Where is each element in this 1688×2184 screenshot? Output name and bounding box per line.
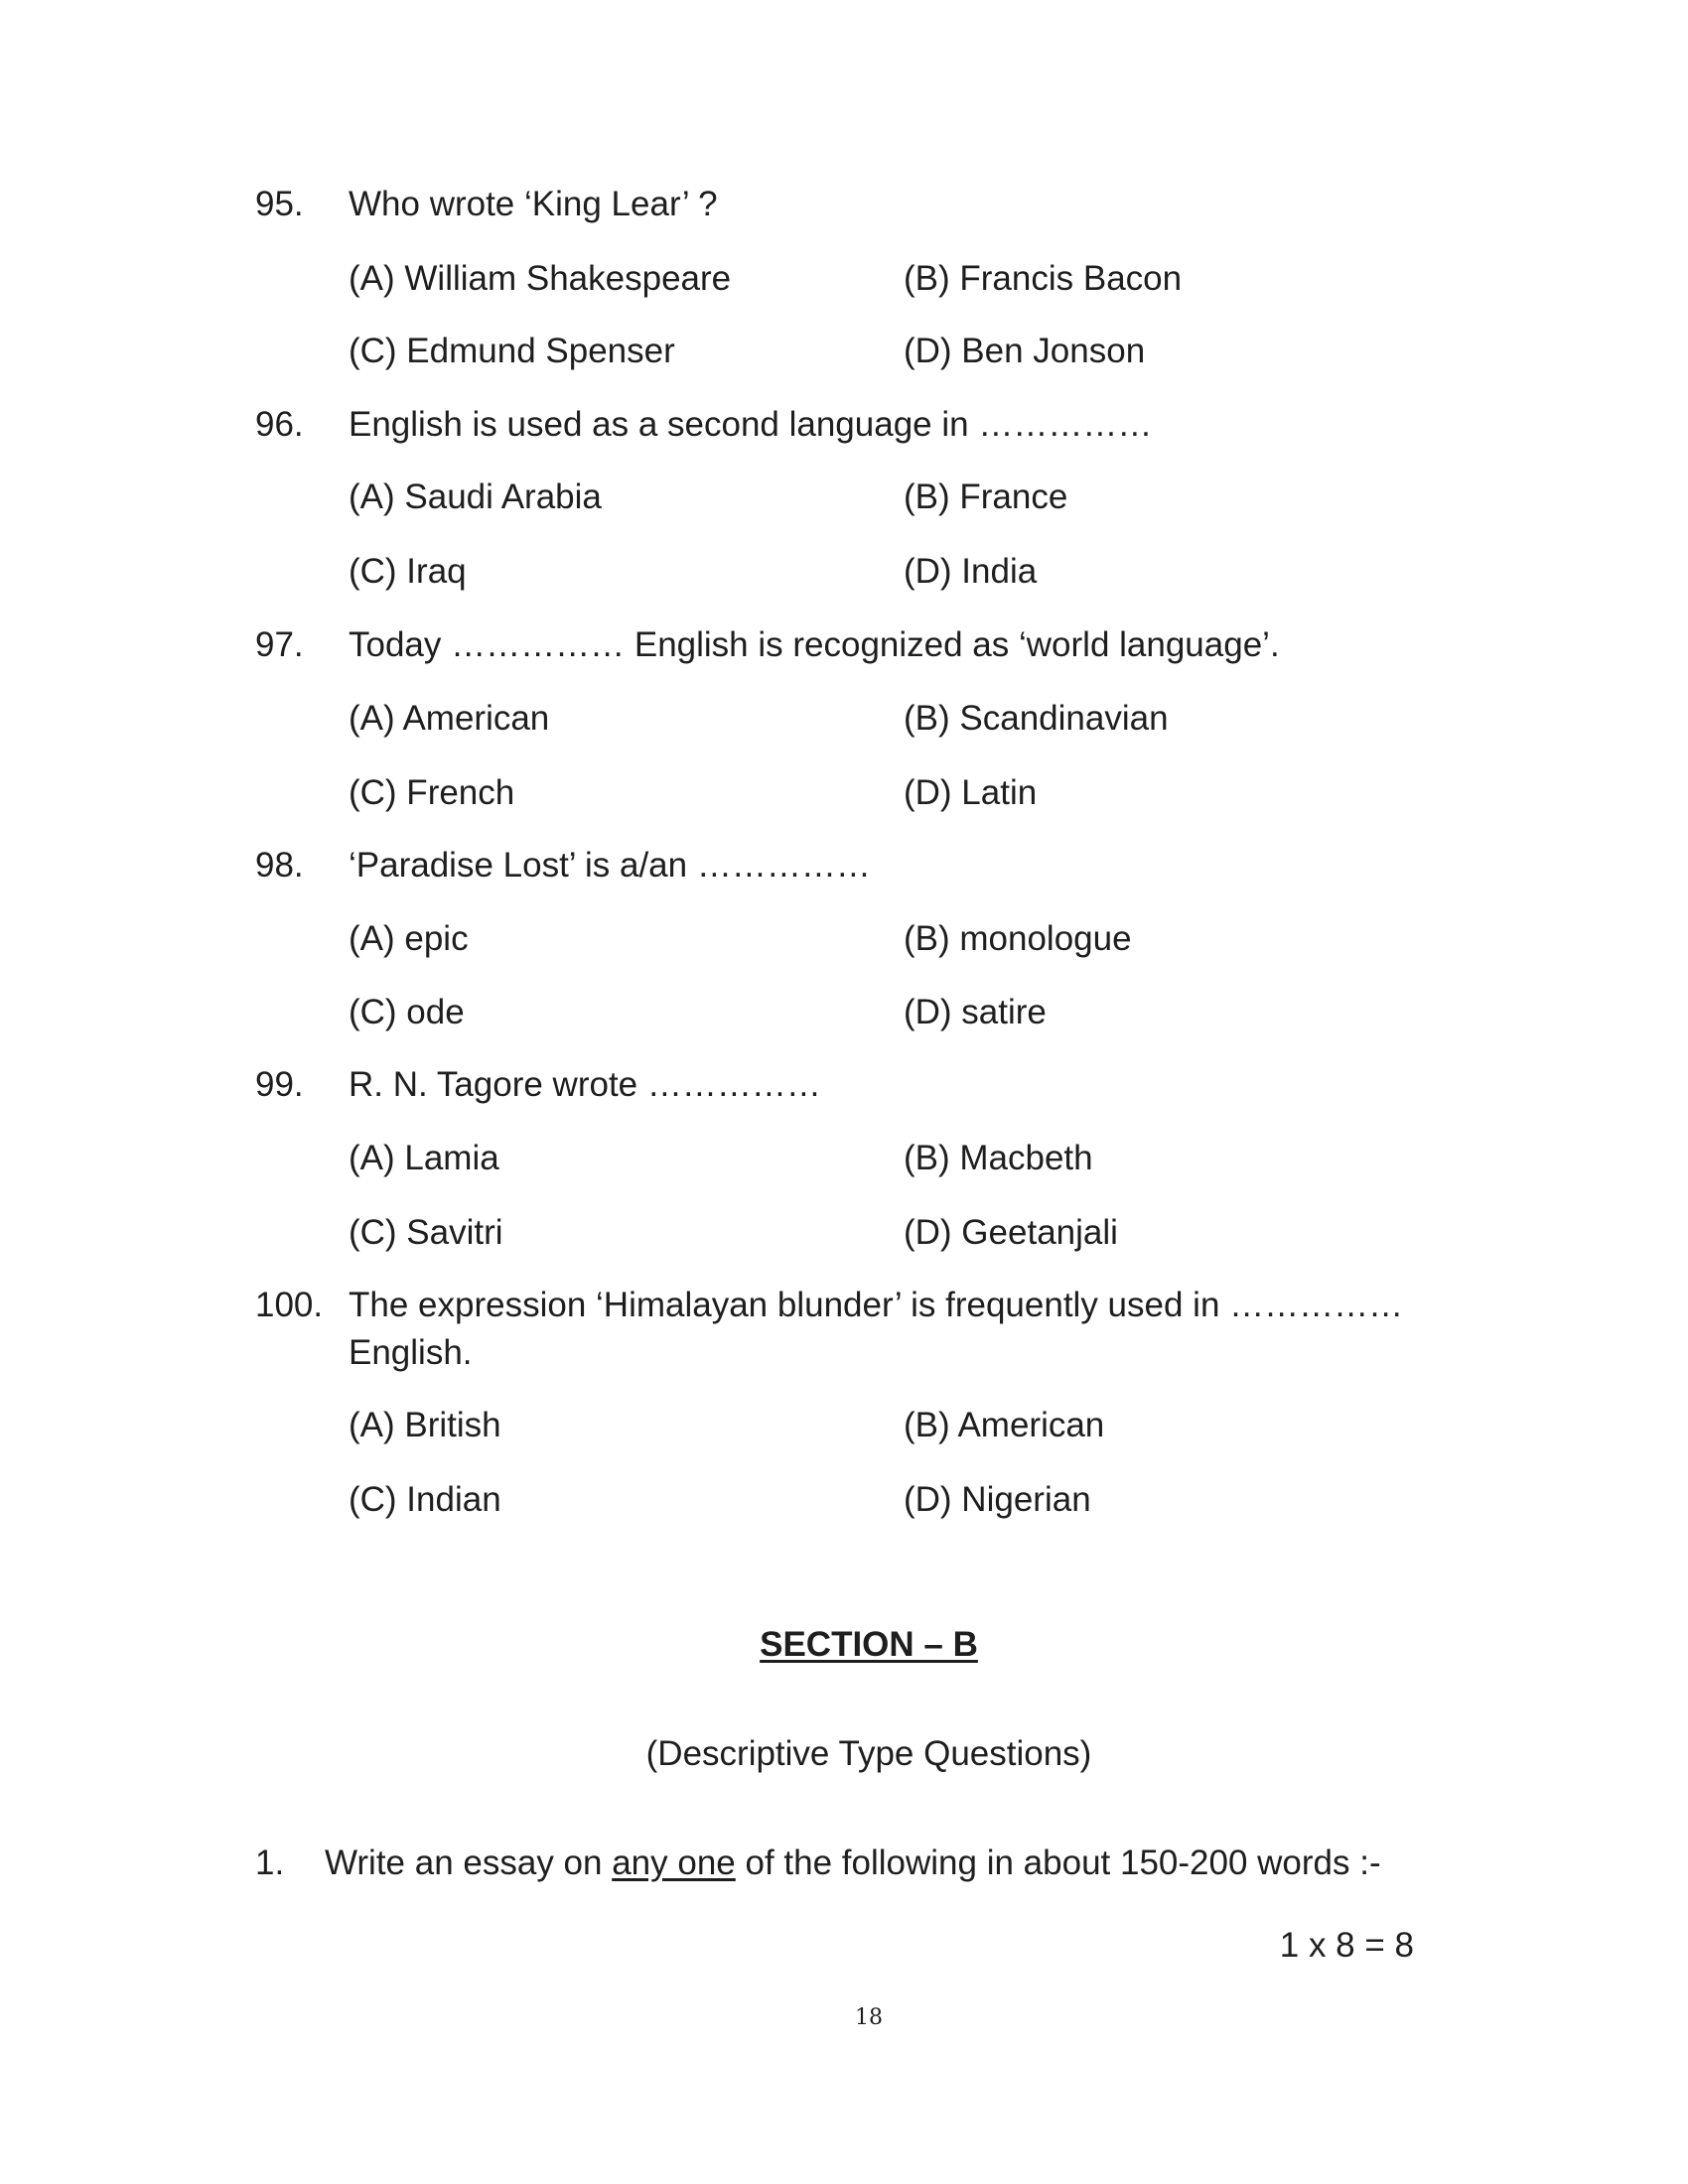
section-subtitle: (Descriptive Type Questions) — [645, 1734, 1092, 1773]
question-number: 95. — [255, 185, 304, 223]
option-d: (D) Latin — [904, 773, 1038, 812]
option-d: (D) Geetanjali — [904, 1213, 1118, 1252]
question-number: 96. — [255, 405, 304, 444]
option-b: (B) France — [904, 478, 1068, 516]
question-text-continued: English. — [349, 1333, 473, 1372]
option-b: (B) Scandinavian — [904, 699, 1169, 738]
option-c: (C) ode — [349, 993, 465, 1031]
option-c: (C) Edmund Spenser — [349, 332, 675, 370]
option-a: (A) American — [349, 699, 550, 738]
descriptive-question-number: 1. — [255, 1843, 285, 1882]
option-d: (D) India — [904, 552, 1038, 591]
option-c: (C) French — [349, 773, 515, 812]
option-a: (A) William Shakespeare — [349, 259, 732, 298]
option-d: (D) Nigerian — [904, 1480, 1091, 1519]
option-d: (D) Ben Jonson — [904, 332, 1146, 370]
question-text: ‘Paradise Lost’ is a/an …………… — [349, 846, 871, 885]
text-part: Write an essay on — [325, 1843, 613, 1882]
option-b: (B) Francis Bacon — [904, 259, 1183, 298]
option-b: (B) Macbeth — [904, 1139, 1093, 1177]
question-number: 99. — [255, 1065, 304, 1104]
option-a: (A) British — [349, 1406, 501, 1444]
section-title: SECTION – B — [760, 1625, 978, 1664]
option-b: (B) monologue — [904, 919, 1132, 958]
question-number: 97. — [255, 625, 304, 664]
page-number: 18 — [855, 2005, 883, 2030]
option-c: (C) Indian — [349, 1480, 501, 1519]
question-text: The expression ‘Himalayan blunder’ is frequently used in …………… — [349, 1286, 1404, 1324]
option-a: (A) Lamia — [349, 1139, 499, 1177]
option-a: (A) epic — [349, 919, 469, 958]
question-text: Who wrote ‘King Lear’ ? — [349, 185, 718, 223]
option-c: (C) Iraq — [349, 552, 467, 591]
option-d: (D) satire — [904, 993, 1047, 1031]
option-b: (B) American — [904, 1406, 1105, 1444]
option-c: (C) Savitri — [349, 1213, 503, 1252]
question-number: 100. — [255, 1286, 324, 1324]
option-a: (A) Saudi Arabia — [349, 478, 602, 516]
question-text: R. N. Tagore wrote …………… — [349, 1065, 821, 1104]
text-part: of the following in about 150-200 words :- — [735, 1843, 1381, 1882]
question-text: Today …………… English is recognized as ‘world language’. — [349, 625, 1280, 664]
marks: 1 x 8 = 8 — [1279, 1926, 1414, 1965]
question-number: 98. — [255, 846, 304, 885]
question-text: English is used as a second language in …………… — [349, 405, 1153, 444]
underlined-text: any one — [612, 1843, 736, 1882]
descriptive-question-text — [325, 1843, 1381, 1883]
